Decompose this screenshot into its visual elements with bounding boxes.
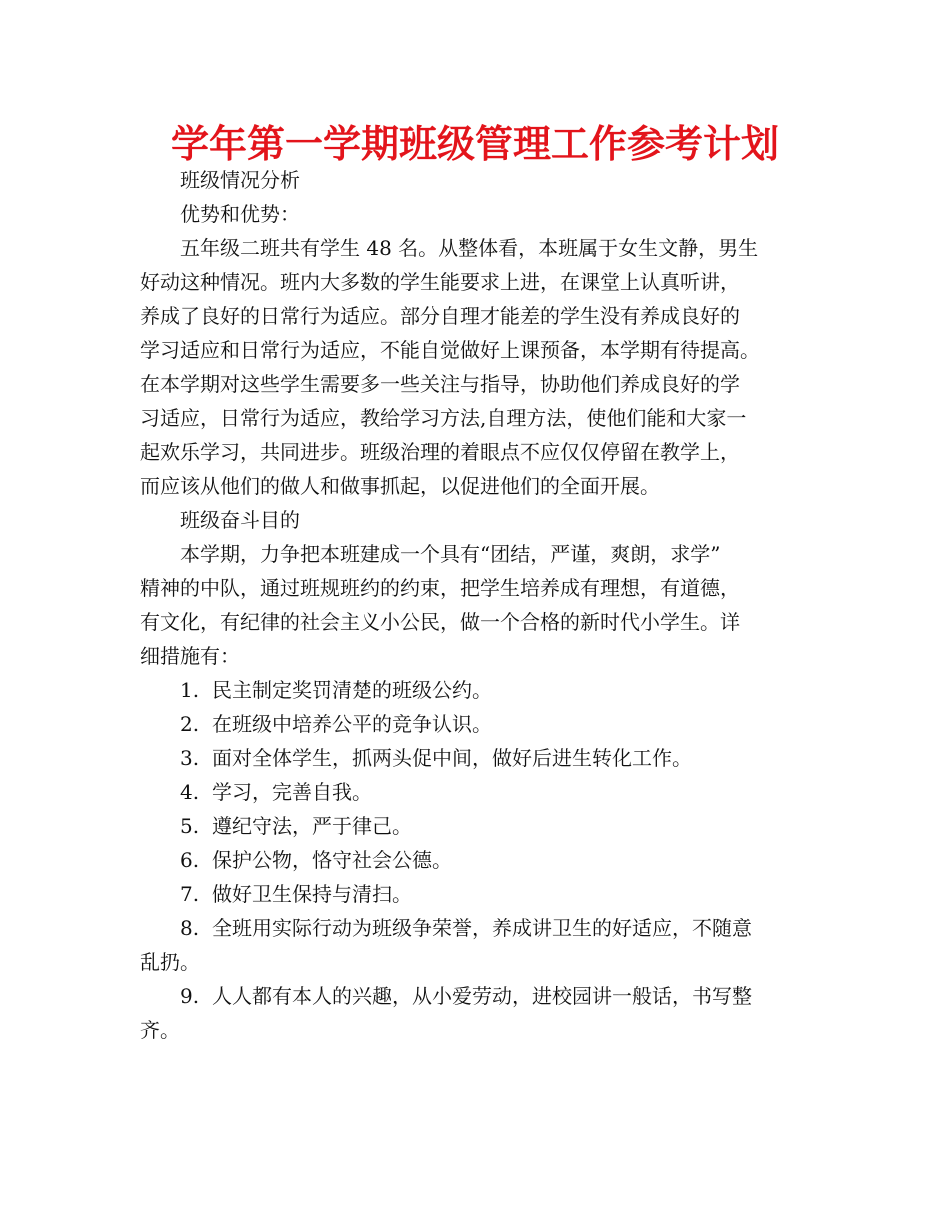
paragraph-goal: [140, 537, 830, 673]
list-item: [140, 741, 830, 775]
list-item-text: 遵纪守法，严于律己。: [212, 814, 412, 838]
paragraph-line: 有文化，有纪律的社会主义小公民，做一个合格的新时代小学生。详: [140, 610, 740, 634]
paragraph-line: 精神的中队，通过班规班约的约束，把学生培养成有理想，有道德，: [140, 576, 740, 600]
paragraph-line: 在本学期对这些学生需要多一些关注与指导，协助他们养成良好的学: [140, 372, 740, 396]
list-item: [140, 809, 830, 843]
paragraph-line: 五年级二班共有学生 48 名。从整体看，本班属于女生文静，男生: [180, 236, 759, 260]
list-item-text: 在班级中培养公平的竞争认识。: [212, 712, 492, 736]
paragraph-line: 本学期，力争把本班建成一个具有“团结，严谨，爽朗，求学”: [180, 542, 721, 566]
list-item-text: 全班用实际行动为班级争荣誉，养成讲卫生的好适应，不随意: [212, 916, 752, 940]
list-item-text: 民主制定奖罚清楚的班级公约。: [212, 678, 492, 702]
list-item-number: 3.: [180, 746, 200, 770]
paragraph-class-situation: [140, 231, 830, 503]
document-body: [140, 163, 830, 1047]
list-item-number: 9.: [180, 984, 200, 1008]
list-item-number: 8.: [180, 916, 200, 940]
list-item-number: 7.: [180, 882, 200, 906]
paragraph-line: 好动这种情况。班内大多数的学生能要求上进，在课堂上认真听讲，: [140, 270, 740, 294]
list-item-number: 1.: [180, 678, 200, 702]
list-item: [140, 979, 830, 1047]
list-item-text: 面对全体学生，抓两头促中间，做好后进生转化工作。: [212, 746, 692, 770]
list-item-number: 6.: [180, 848, 200, 872]
paragraph-line: 起欢乐学习，共同进步。班级治理的着眼点不应仅仅停留在教学上，: [140, 440, 740, 464]
list-item: [140, 707, 830, 741]
list-item: [140, 673, 830, 707]
list-item-number: 5.: [180, 814, 200, 838]
measures-list: [140, 673, 830, 1047]
paragraph-line: 细措施有：: [140, 644, 240, 668]
list-item-text: 保护公物，恪守社会公德。: [212, 848, 452, 872]
paragraph-line: 养成了良好的日常行为适应。部分自理才能差的学生没有养成良好的: [140, 304, 740, 328]
list-item: [140, 877, 830, 911]
list-item-number: 2.: [180, 712, 200, 736]
list-item: [140, 843, 830, 877]
list-item-text: 学习，完善自我。: [212, 780, 372, 804]
heading-class-goal: 班级奋斗目的: [180, 508, 300, 532]
list-item-text-continued: 齐。: [140, 1018, 180, 1042]
list-item: [140, 775, 830, 809]
heading-class-analysis: 班级情况分析: [180, 168, 300, 192]
list-item: [140, 911, 830, 979]
list-item-text: 做好卫生保持与清扫。: [212, 882, 412, 906]
paragraph-line: 学习适应和日常行为适应，不能自觉做好上课预备，本学期有待提高。: [140, 338, 760, 362]
list-item-number: 4.: [180, 780, 200, 804]
list-item-text-continued: 乱扔。: [140, 950, 200, 974]
list-item-text: 人人都有本人的兴趣，从小爱劳动，进校园讲一般话，书写整: [212, 984, 752, 1008]
paragraph-line: 而应该从他们的做人和做事抓起，以促进他们的全面开展。: [140, 474, 660, 498]
paragraph-line: 习适应，日常行为适应，教给学习方法,自理方法，使他们能和大家一: [140, 406, 747, 430]
heading-strengths: 优势和优势：: [180, 202, 300, 226]
document-title: 学年第一学期班级管理工作参考计划: [170, 122, 779, 166]
